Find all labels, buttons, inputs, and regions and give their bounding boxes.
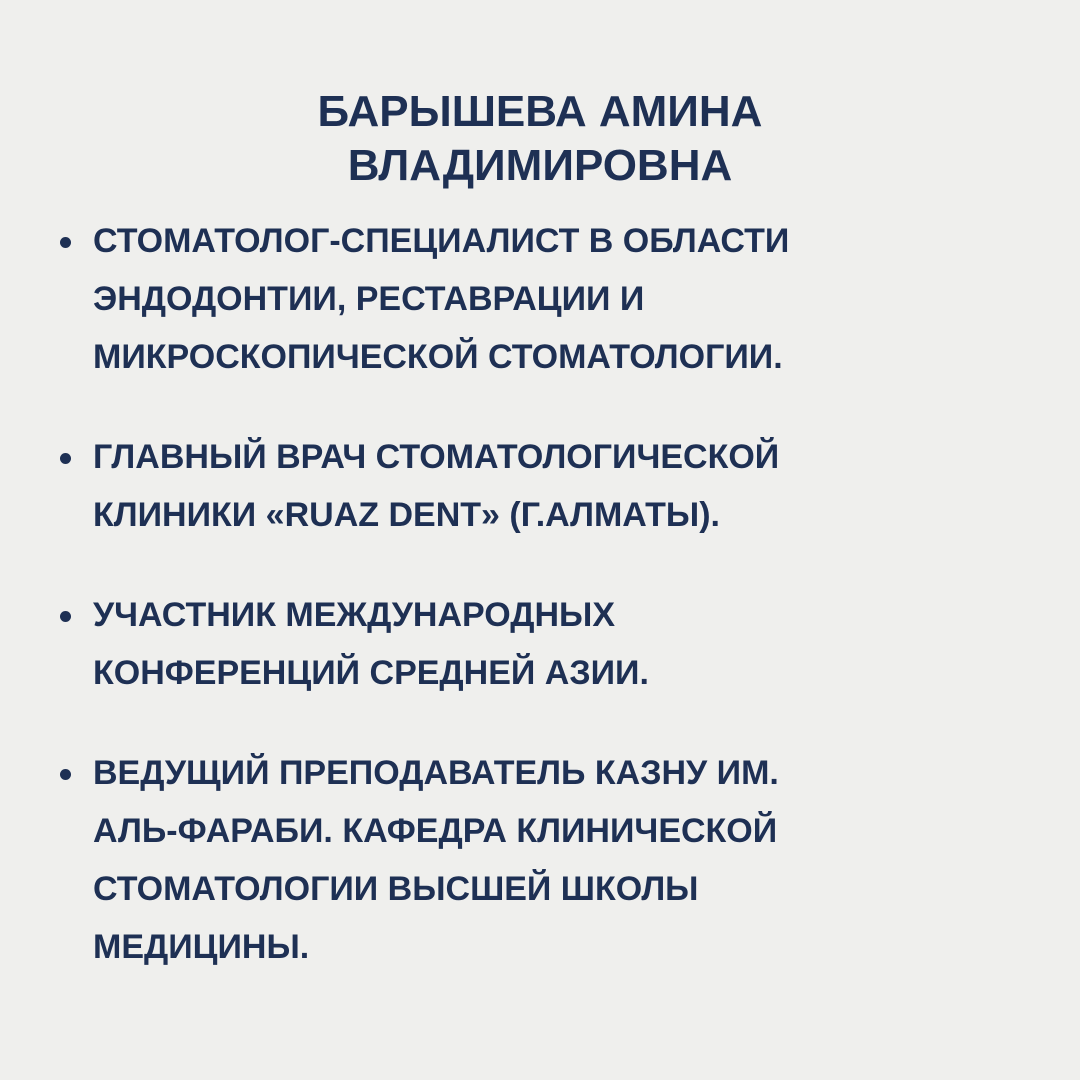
bullet-item-lecturer: [56, 744, 1046, 976]
bullet-line: СТОМАТОЛОГ-СПЕЦИАЛИСТ В ОБЛАСТИ: [93, 222, 790, 260]
bullet-line: УЧАСТНИК МЕЖДУНАРОДНЫХ: [93, 596, 616, 634]
bullet-dot-icon: [60, 237, 71, 248]
bullet-item-conferences: [56, 586, 1046, 702]
title-line-2: ВЛАДИМИРОВНА: [347, 141, 733, 191]
bullet-dot-icon: [60, 769, 71, 780]
bullet-dot-icon: [60, 611, 71, 622]
bullet-line: МИКРОСКОПИЧЕСКОЙ СТОМАТОЛОГИИ.: [93, 338, 783, 376]
title-line-1: БАРЫШЕВА АМИНА: [317, 87, 763, 137]
bullet-line: МЕДИЦИНЫ.: [93, 928, 310, 966]
bullet-line: ВЕДУЩИЙ ПРЕПОДАВАТЕЛЬ КАЗНУ ИМ.: [93, 754, 779, 792]
bullet-line: КЛИНИКИ «RUAZ DENT» (Г.АЛМАТЫ).: [93, 496, 720, 534]
bullet-line: ГЛАВНЫЙ ВРАЧ СТОМАТОЛОГИЧЕСКОЙ: [93, 438, 780, 476]
page-title: [0, 85, 1080, 193]
bullet-item-chief-doctor: [56, 428, 1046, 544]
bullet-item-specialist: [56, 212, 1046, 386]
bullet-line: АЛЬ-ФАРАБИ. КАФЕДРА КЛИНИЧЕСКОЙ: [93, 812, 778, 850]
bullet-list: [56, 212, 1046, 976]
bullet-line: КОНФЕРЕНЦИЙ СРЕДНЕЙ АЗИИ.: [93, 654, 649, 692]
bullet-line: СТОМАТОЛОГИИ ВЫСШЕЙ ШКОЛЫ: [93, 870, 699, 908]
bullet-line: ЭНДОДОНТИИ, РЕСТАВРАЦИИ И: [93, 280, 645, 318]
bullet-dot-icon: [60, 453, 71, 464]
